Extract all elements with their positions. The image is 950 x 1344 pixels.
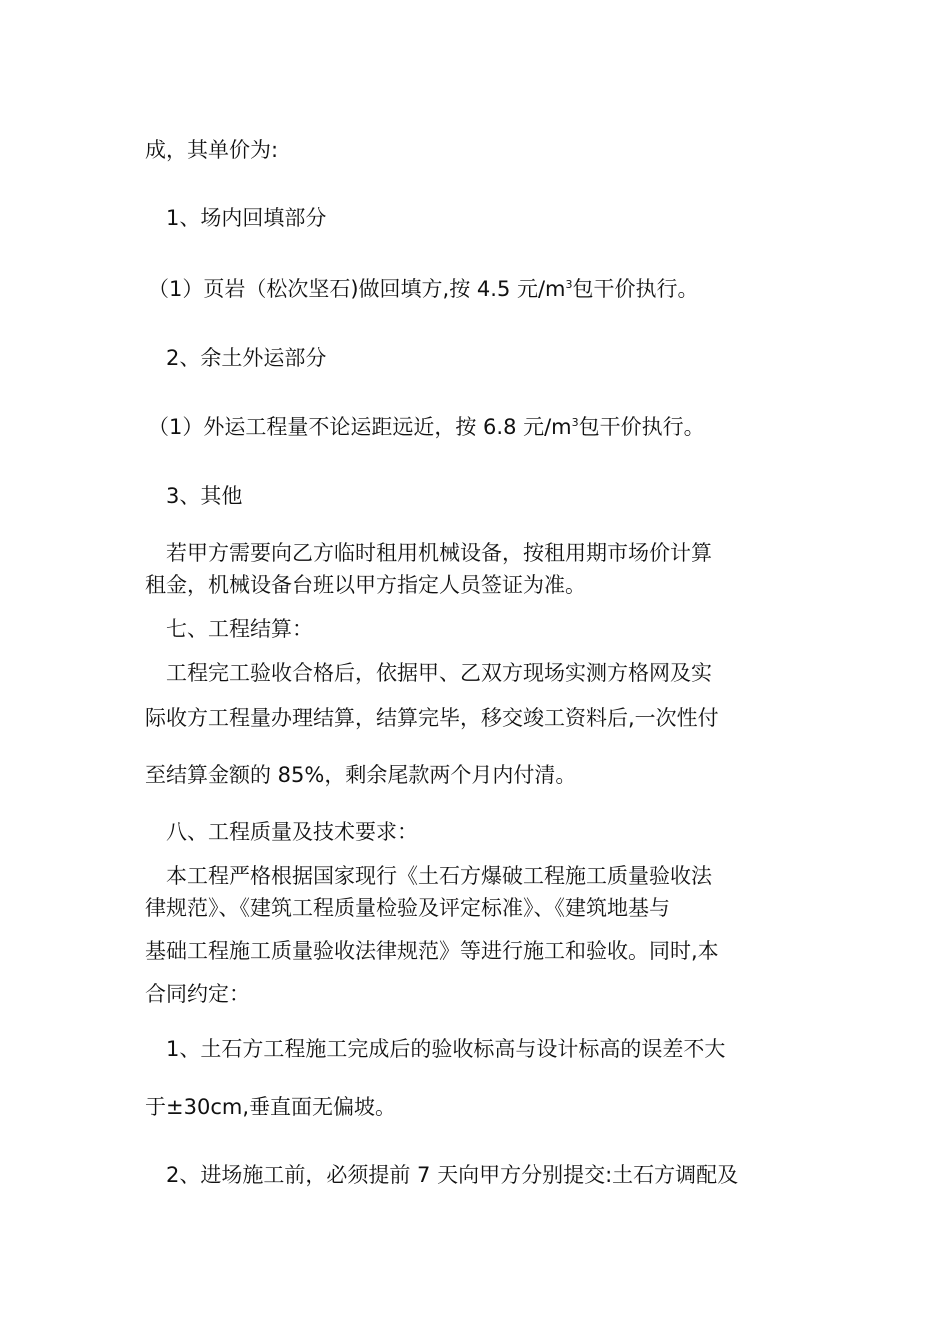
superscript: 3 bbox=[571, 416, 579, 429]
text-line bbox=[148, 412, 818, 442]
section-heading: 七、工程结算： bbox=[166, 617, 313, 641]
list-item: 1、土石方工程施工完成后的验收标高与设计标高的误差不大 bbox=[166, 1037, 726, 1061]
paragraph-line: 际收方工程量办理结算，结算完毕，移交竣工资料后,一次性付 bbox=[145, 706, 719, 730]
text-line: 成，其单价为: bbox=[145, 138, 279, 162]
list-item-continuation: 于±30cm,垂直面无偏坡。 bbox=[145, 1095, 396, 1119]
text-span: （1）页岩（松次坚石)做回填方,按 4.5 元/m bbox=[148, 277, 566, 301]
text-line bbox=[148, 274, 818, 304]
paragraph-line: 合同约定： bbox=[145, 982, 250, 1006]
paragraph-line: 至结算金额的 85%，剩余尾款两个月内付清。 bbox=[145, 763, 577, 787]
paragraph-line: 律规范》、《建筑工程质量检验及评定标准》、《建筑地基与 bbox=[145, 896, 670, 920]
paragraph-line: 若甲方需要向乙方临时租用机械设备，按租用期市场价计算 bbox=[166, 541, 712, 565]
section-heading: 八、工程质量及技术要求： bbox=[166, 820, 418, 844]
superscript: 3 bbox=[565, 278, 573, 291]
paragraph-line: 基础工程施工质量验收法律规范》等进行施工和验收。同时,本 bbox=[145, 939, 719, 963]
paragraph-line: 租金，机械设备台班以甲方指定人员签证为准。 bbox=[145, 573, 586, 597]
paragraph-line: 工程完工验收合格后，依据甲、乙双方现场实测方格网及实 bbox=[166, 661, 712, 685]
text-span: （1）外运工程量不论运距远近，按 6.8 元/m bbox=[148, 415, 572, 439]
section-heading: 2、余土外运部分 bbox=[166, 346, 327, 370]
text-span: 包干价执行。 bbox=[578, 415, 705, 439]
text-span: 包干价执行。 bbox=[572, 277, 699, 301]
paragraph-line: 本工程严格根据国家现行《土石方爆破工程施工质量验收法 bbox=[166, 864, 712, 888]
section-heading: 3、其他 bbox=[166, 484, 243, 508]
section-heading: 1、场内回填部分 bbox=[166, 206, 327, 230]
list-item: 2、进场施工前，必须提前 7 天向甲方分别提交:土石方调配及 bbox=[166, 1163, 739, 1187]
